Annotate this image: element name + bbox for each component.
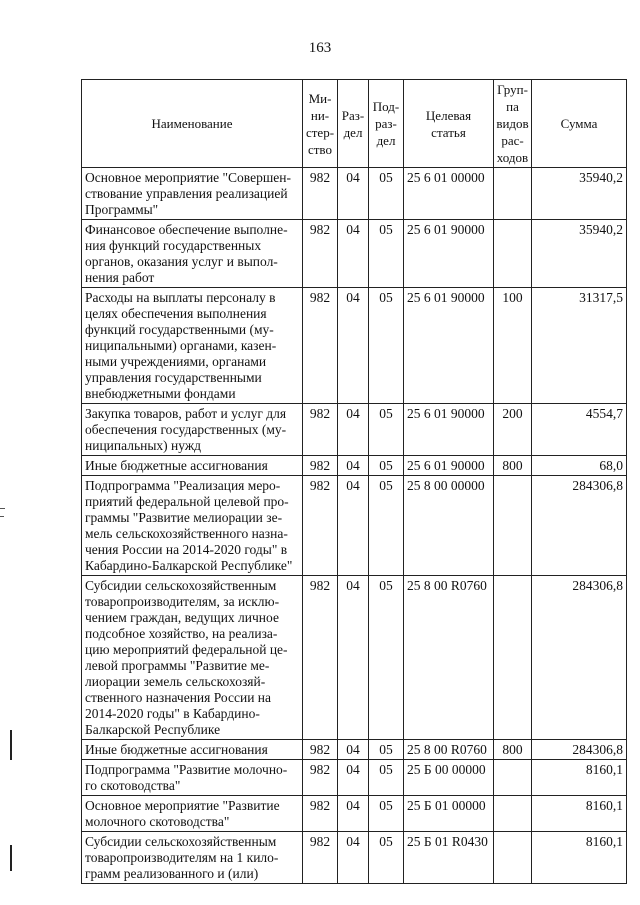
table-row [82,740,627,760]
row-target-article: 25 8 00 R0760 [404,576,494,740]
scan-corner-tick [0,516,4,517]
row-ministry: 982 [303,404,338,456]
row-expense-group [494,168,532,220]
row-target-article: 25 Б 01 R0430 [404,832,494,884]
row-name: Финансовое обеспечение выполне- ния функций государственных органов, оказания услуг и выпол- нения работ [82,220,303,288]
row-amount: 4554,7 [532,404,627,456]
header-row [82,80,627,168]
row-name: Закупка товаров, работ и услуг для обеспечения государственных (му- ниципальных) нужд [82,404,303,456]
row-subsection: 05 [369,576,404,740]
header-group: Груп- па видов рас- ходов [494,80,532,168]
row-subsection: 05 [369,220,404,288]
row-subsection: 05 [369,456,404,476]
row-name: Основное мероприятие "Совершен- ствование управления реализацией Программы" [82,168,303,220]
header-amount: Сумма [532,80,627,168]
row-subsection: 05 [369,288,404,404]
row-target-article: 25 Б 01 00000 [404,796,494,832]
row-amount: 284306,8 [532,476,627,576]
table-row [82,576,627,740]
row-section: 04 [338,576,369,740]
row-target-article: 25 6 01 90000 [404,220,494,288]
row-subsection: 05 [369,832,404,884]
row-subsection: 05 [369,168,404,220]
row-section: 04 [338,740,369,760]
row-section: 04 [338,404,369,456]
row-ministry: 982 [303,796,338,832]
row-expense-group [494,576,532,740]
page-number: 163 [308,40,332,56]
row-amount: 68,0 [532,456,627,476]
row-amount: 284306,8 [532,576,627,740]
row-name: Субсидии сельскохозяйственным товаропроизводителям на 1 кило- грамм реализованного и (или) [82,832,303,884]
row-ministry: 982 [303,476,338,576]
row-ministry: 982 [303,832,338,884]
row-target-article: 25 8 00 R0760 [404,740,494,760]
row-ministry: 982 [303,576,338,740]
header-section: Раз- дел [338,80,369,168]
table-row [82,220,627,288]
row-target-article: 25 8 00 00000 [404,476,494,576]
row-section: 04 [338,168,369,220]
row-subsection: 05 [369,796,404,832]
table-row [82,832,627,884]
row-ministry: 982 [303,168,338,220]
table-row [82,404,627,456]
table-row [82,476,627,576]
row-amount: 8160,1 [532,760,627,796]
row-amount: 8160,1 [532,796,627,832]
header-name: Наименование [82,80,303,168]
row-amount: 31317,5 [532,288,627,404]
row-expense-group: 800 [494,456,532,476]
row-section: 04 [338,760,369,796]
row-subsection: 05 [369,476,404,576]
row-section: 04 [338,796,369,832]
row-target-article: 25 6 01 00000 [404,168,494,220]
row-ministry: 982 [303,760,338,796]
row-ministry: 982 [303,288,338,404]
row-name: Основное мероприятие "Развитие молочного скотоводства" [82,796,303,832]
row-expense-group [494,220,532,288]
header-subsection: Под- раз- дел [369,80,404,168]
row-name: Расходы на выплаты персоналу в целях обеспечения выполнения функций государственными (му- ниципальными) органами, казен- ными учреждениями, органами управления государственными внебюджетными фондами [82,288,303,404]
row-target-article: 25 6 01 90000 [404,404,494,456]
row-expense-group [494,832,532,884]
row-name: Иные бюджетные ассигнования [82,740,303,760]
scan-margin-mark [10,845,12,871]
row-ministry: 982 [303,220,338,288]
row-target-article: 25 Б 00 00000 [404,760,494,796]
row-expense-group: 200 [494,404,532,456]
row-ministry: 982 [303,740,338,760]
row-target-article: 25 6 01 90000 [404,456,494,476]
row-subsection: 05 [369,740,404,760]
table-row [82,168,627,220]
row-amount: 284306,8 [532,740,627,760]
table-row [82,760,627,796]
row-name: Подпрограмма "Реализация меро- приятий федеральной целевой про- граммы "Развитие мелиорации зе- мель сельскохозяйственного назна- чения России на 2014-2020 годы" в Кабардино-Балкарской Республике" [82,476,303,576]
row-expense-group: 100 [494,288,532,404]
scan-margin-mark [10,730,12,760]
row-section: 04 [338,288,369,404]
row-expense-group [494,476,532,576]
row-section: 04 [338,456,369,476]
budget-table [81,79,627,884]
row-name: Субсидии сельскохозяйственным товаропроизводителям, за исклю- чением граждан, ведущих личное подсобное хозяйство, на реализа- цию мероприятий федеральной це- левой программы "Развитие ме- лиорации земель сельскохозяй- ственного назначения России на 2014-2020 годы" в Кабардино- Балкарской Республике [82,576,303,740]
row-expense-group [494,760,532,796]
row-amount: 35940,2 [532,168,627,220]
header-ministry: Ми- ни- стер- ство [303,80,338,168]
header-target: Целевая статья [404,80,494,168]
row-name: Иные бюджетные ассигнования [82,456,303,476]
scan-corner-tick [0,508,5,509]
row-amount: 8160,1 [532,832,627,884]
row-target-article: 25 6 01 90000 [404,288,494,404]
table-row [82,456,627,476]
table-row [82,288,627,404]
row-amount: 35940,2 [532,220,627,288]
row-ministry: 982 [303,456,338,476]
row-section: 04 [338,476,369,576]
row-subsection: 05 [369,404,404,456]
row-name: Подпрограмма "Развитие молочно- го скотоводства" [82,760,303,796]
row-expense-group [494,796,532,832]
row-section: 04 [338,832,369,884]
row-expense-group: 800 [494,740,532,760]
row-subsection: 05 [369,760,404,796]
row-section: 04 [338,220,369,288]
table-row [82,796,627,832]
